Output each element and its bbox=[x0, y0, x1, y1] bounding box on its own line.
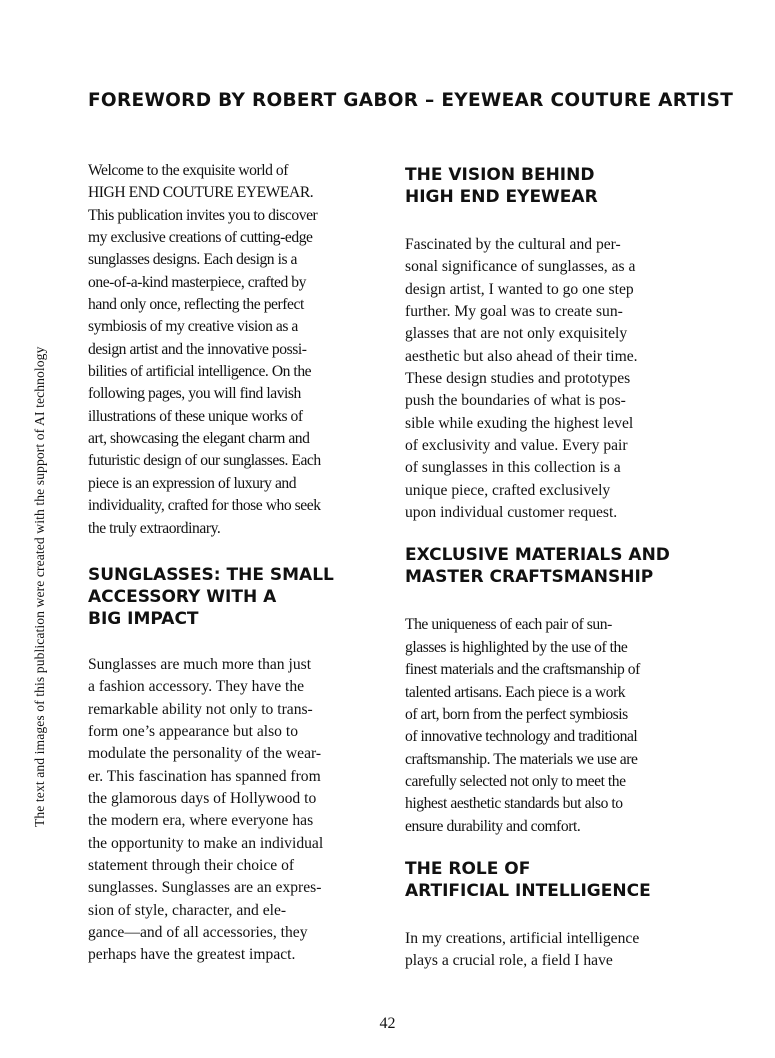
text-line: talented artisans. Each piece is a work bbox=[405, 683, 626, 701]
text-line: one-of-a-kind masterpiece, crafted by bbox=[88, 273, 307, 291]
text-line: sonal significance of sunglasses, as a bbox=[405, 258, 636, 276]
heading-line: SUNGLASSES: THE SMALL bbox=[88, 564, 334, 585]
text-line: of sunglasses in this collection is a bbox=[405, 459, 621, 477]
text-line: HIGH END COUTURE EYEWEAR. bbox=[88, 184, 314, 202]
heading-line: THE ROLE OF bbox=[405, 858, 531, 879]
text-line: upon individual customer request. bbox=[405, 504, 618, 522]
section-paragraph-ai-role bbox=[405, 928, 695, 973]
text-line: carefully selected not only to meet the bbox=[405, 772, 626, 790]
text-line: plays a crucial role, a field I have bbox=[405, 952, 613, 970]
text-line: form one’s appearance but also to bbox=[88, 722, 299, 740]
heading-line: MASTER CRAFTSMANSHIP bbox=[405, 567, 654, 588]
heading-line: BIG IMPACT bbox=[88, 608, 199, 629]
section-heading-small-accessory bbox=[88, 564, 378, 630]
text-line: ensure durability and comfort. bbox=[405, 817, 581, 835]
ai-disclaimer-note: The text and images of this publication were created with the support of AI technology bbox=[32, 346, 47, 827]
text-line: of art, born from the perfect symbiosis bbox=[405, 705, 628, 723]
text-line: hand only once, reflecting the perfect bbox=[88, 296, 304, 314]
heading-line: THE VISION BEHIND bbox=[405, 165, 595, 185]
text-line: illustrations of these unique works of bbox=[88, 407, 303, 425]
section-heading-ai-role bbox=[405, 858, 695, 902]
text-line: remarkable ability not only to trans- bbox=[88, 700, 313, 718]
text-line: sunglasses designs. Each design is a bbox=[88, 251, 298, 269]
text-line: Welcome to the exquisite world of bbox=[88, 162, 288, 179]
text-line: push the boundaries of what is pos- bbox=[405, 392, 626, 410]
page-number: 42 bbox=[379, 1015, 396, 1032]
text-line: unique piece, crafted exclusively bbox=[405, 481, 611, 499]
text-line: craftsmanship. The materials we use are bbox=[405, 750, 638, 768]
section-paragraph-vision bbox=[405, 234, 695, 524]
section-heading-materials bbox=[405, 544, 695, 588]
section-paragraph-small-accessory bbox=[88, 654, 378, 967]
text-line: piece is an expression of luxury and bbox=[88, 474, 297, 492]
text-line: glasses is highlighted by the use of the bbox=[405, 638, 628, 656]
text-line: gance—and of all accessories, they bbox=[88, 923, 308, 941]
intro-paragraph bbox=[88, 160, 378, 540]
section-heading-vision bbox=[405, 164, 695, 208]
heading-line: ACCESSORY WITH A bbox=[88, 586, 277, 607]
text-line: highest aesthetic standards but also to bbox=[405, 795, 623, 813]
text-line: futuristic design of our sunglasses. Each bbox=[88, 452, 321, 470]
text-line: design artist, I wanted to go one step bbox=[405, 280, 634, 298]
text-line: This publication invites you to discover bbox=[88, 206, 318, 224]
text-line: individuality, crafted for those who seek bbox=[88, 497, 321, 515]
heading-line: HIGH END EYEWEAR bbox=[405, 187, 598, 207]
text-line: bilities of artificial intelligence. On the bbox=[88, 363, 312, 381]
text-line: sion of style, character, and ele- bbox=[88, 901, 287, 919]
right-column bbox=[405, 160, 695, 973]
text-line: statement through their choice of bbox=[88, 856, 295, 874]
text-line: symbiosis of my creative vision as a bbox=[88, 318, 298, 336]
page-title: FOREWORD BY ROBERT GABOR – EYEWEAR COUTURE ARTIST bbox=[88, 90, 734, 112]
section-paragraph-materials bbox=[405, 614, 695, 837]
text-line: finest materials and the craftsmanship of bbox=[405, 661, 640, 679]
text-line: art, showcasing the elegant charm and bbox=[88, 430, 310, 448]
text-line: my exclusive creations of cutting-edge bbox=[88, 229, 313, 247]
text-line: further. My goal was to create sun- bbox=[405, 303, 623, 321]
text-line: Sunglasses are much more than just bbox=[88, 655, 312, 673]
text-line: following pages, you will find lavish bbox=[88, 385, 301, 403]
text-line: aesthetic but also ahead of their time. bbox=[405, 347, 638, 365]
text-line: the opportunity to make an individual bbox=[88, 834, 324, 852]
left-column bbox=[88, 160, 378, 967]
text-line: Fascinated by the cultural and per- bbox=[405, 236, 621, 253]
text-line: the glamorous days of Hollywood to bbox=[88, 789, 317, 807]
text-line: In my creations, artificial intelligence bbox=[405, 929, 640, 947]
text-line: sible while exuding the highest level bbox=[405, 414, 634, 432]
heading-line: EXCLUSIVE MATERIALS AND bbox=[405, 545, 670, 566]
text-line: design artist and the innovative possi- bbox=[88, 340, 307, 358]
text-line: These design studies and prototypes bbox=[405, 370, 631, 388]
text-line: perhaps have the greatest impact. bbox=[88, 946, 296, 964]
text-line: the truly extraordinary. bbox=[88, 519, 221, 537]
text-line: a fashion accessory. They have the bbox=[88, 678, 305, 696]
heading-line: ARTIFICIAL INTELLIGENCE bbox=[405, 880, 651, 901]
text-line: The uniqueness of each pair of sun- bbox=[405, 616, 612, 634]
text-line: sunglasses. Sunglasses are an expres- bbox=[88, 879, 322, 897]
text-line: of exclusivity and value. Every pair bbox=[405, 437, 628, 455]
text-line: the modern era, where everyone has bbox=[88, 812, 314, 830]
text-line: er. This fascination has spanned from bbox=[88, 767, 321, 785]
text-line: of innovative technology and traditional bbox=[405, 728, 638, 746]
text-line: glasses that are not only exquisitely bbox=[405, 325, 628, 343]
text-line: modulate the personality of the wear- bbox=[88, 745, 322, 763]
